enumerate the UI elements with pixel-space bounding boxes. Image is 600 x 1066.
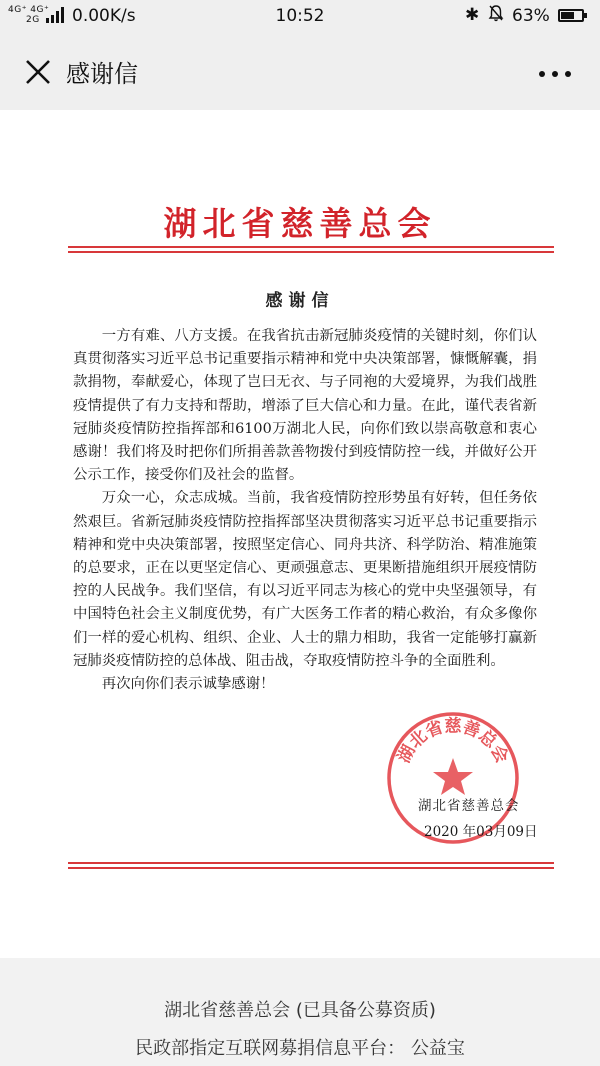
footer-rule-bottom bbox=[68, 867, 554, 869]
nav-bar bbox=[0, 34, 600, 110]
letter-body bbox=[73, 325, 537, 696]
close-icon bbox=[25, 59, 51, 85]
page-footer bbox=[0, 958, 600, 1066]
letter-paragraph: 一方有难、八方支援。在我省抗击新冠肺炎疫情的关键时刻，你们认真贯彻落实习近平总书记重要指示精神和党中央决策部署，慷慨解囊，捐款捐物，奉献爱心，体现了岂曰无衣、与子同袍的大爱境界，为我们战胜疫情提供了有力支持和帮助，增添了巨大信心和力量。在此，谨代表省新冠肺炎疫情防控指挥部和6100万湖北人民，向你们致以崇高敬意和衷心感谢！我们将及时把你们所捐善款善物拨付到疫情防控一线，并做好公开公示工作，接受你们及社会的监督。 bbox=[73, 328, 537, 484]
letter-title: 感谢信 bbox=[265, 291, 335, 311]
battery-percent: 63% bbox=[512, 6, 550, 26]
bluetooth-icon: ✱ bbox=[465, 5, 480, 25]
footer-rule-top bbox=[68, 862, 554, 864]
close-button[interactable] bbox=[18, 52, 58, 92]
footer-platform-info: 民政部指定互联网募捐信息平台： 公益宝 bbox=[135, 1038, 465, 1059]
clock: 10:52 bbox=[275, 6, 325, 26]
mute-bell-icon bbox=[488, 4, 504, 22]
network-type: 4G⁺ 4G⁺ 2G bbox=[8, 5, 50, 25]
letterhead-rule-top bbox=[68, 246, 554, 248]
footer-org-info: 湖北省慈善总会 (已具备公募资质) bbox=[164, 1000, 436, 1021]
thank-you-letter bbox=[0, 110, 600, 960]
letter-paragraph: 再次向你们表示诚挚感谢！ bbox=[101, 676, 275, 693]
letterhead-rule-bottom bbox=[68, 251, 554, 253]
battery-icon bbox=[558, 9, 584, 22]
status-bar bbox=[0, 0, 600, 34]
more-options-button[interactable] bbox=[530, 52, 580, 92]
svg-text:湖北省慈善总会: 湖北省慈善总会 bbox=[394, 716, 512, 767]
page-title: 感谢信 bbox=[66, 60, 138, 88]
letter-paragraph: 万众一心，众志成城。当前，我省疫情防控形势虽有好转，但任务依然艰巨。省新冠肺炎疫情防控指挥部坚决贯彻落实习近平总书记重要指示精神和党中央决策部署，按照坚定信心、同舟共济、科学防治、精准施策的总要求，正在以更坚定信心、更顽强意志、更果断措施组织开展疫情防控的人民战争。我们坚信，有以习近平同志为核心的党中央坚强领导，有中国特色社会主义制度优势，有广大医务工作者的精心救治，有众多像你们一样的爱心机构、组织、企业、人士的鼎力相助，我省一定能够打赢新冠肺炎疫情防控的总体战、阻击战，夺取疫情防控斗争的全面胜利。 bbox=[73, 490, 537, 669]
signature-org: 湖北省慈善总会 bbox=[418, 798, 520, 814]
more-icon bbox=[538, 70, 572, 78]
letterhead-org: 湖北省慈善总会 bbox=[163, 204, 437, 243]
signature-date: 2020 年03月09日 bbox=[424, 824, 538, 840]
network-speed: 0.00K/s bbox=[72, 6, 136, 26]
